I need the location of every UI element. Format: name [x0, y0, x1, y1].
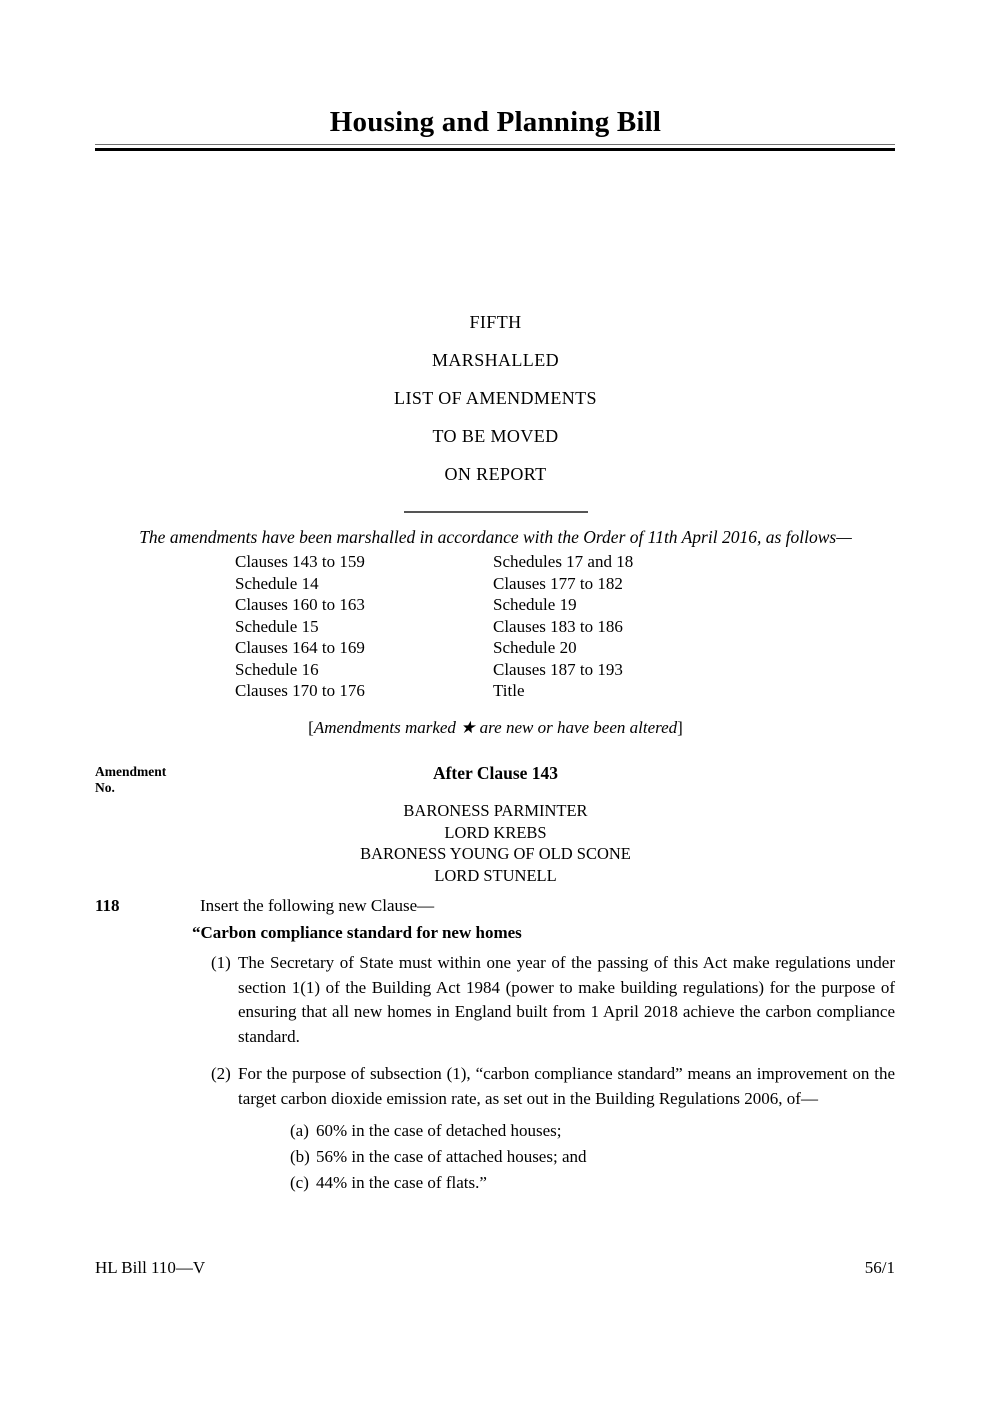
- mover-name: BARONESS PARMINTER: [403, 801, 588, 820]
- heading-line: LIST OF AMENDMENTS: [394, 388, 597, 408]
- subitem-text: 44% in the case of flats.”: [316, 1172, 487, 1192]
- star-legend-note: [0, 718, 991, 738]
- amendment-no-label-line: Amendment: [95, 764, 167, 779]
- bracket-close: ]: [677, 718, 683, 737]
- mover-name: BARONESS YOUNG OF OLD SCONE: [360, 844, 631, 863]
- subitem-b: [238, 1144, 895, 1170]
- subsection-number: (2): [211, 1064, 231, 1084]
- heading-line: MARSHALLED: [431, 350, 559, 370]
- movers-list: [0, 800, 991, 886]
- section-heading: After Clause 143: [432, 763, 559, 783]
- section-divider-rule: [404, 511, 588, 513]
- bracket-open: [: [308, 718, 314, 737]
- subitem-a: [238, 1118, 895, 1144]
- star-legend-text: Amendments marked ★ are new or have been altered: [313, 718, 678, 737]
- order-item: Clauses 160 to 163: [235, 595, 365, 614]
- new-clause-title: “Carbon compliance standard for new homes: [192, 923, 522, 942]
- heading-line: TO BE MOVED: [432, 426, 559, 446]
- subitem-c: [238, 1170, 895, 1196]
- order-item: Clauses 170 to 176: [235, 681, 365, 700]
- subitem-number: (a): [290, 1120, 309, 1140]
- order-item: Clauses 143 to 159: [235, 552, 365, 571]
- order-column-left: [235, 551, 493, 702]
- heading-line: FIFTH: [469, 312, 522, 332]
- subitem-number: (c): [290, 1172, 309, 1192]
- subsection-items: [238, 1118, 895, 1196]
- mover-name: LORD KREBS: [444, 822, 547, 842]
- subitem-text: 60% in the case of detached houses;: [316, 1120, 562, 1140]
- order-column-right: [493, 551, 733, 702]
- order-item: Schedule 15: [235, 616, 319, 636]
- marshalling-order-list: [235, 551, 733, 702]
- amendment-instruction: Insert the following new Clause—: [200, 896, 435, 915]
- title-rule: [95, 144, 895, 151]
- subsection-1: [200, 951, 895, 1049]
- subsection-number: (1): [211, 953, 231, 972]
- order-item: Clauses 164 to 169: [235, 638, 365, 657]
- amendment-no-label-line: No.: [95, 780, 115, 795]
- order-item: Clauses 187 to 193: [493, 659, 623, 679]
- order-item: Schedule 19: [493, 595, 577, 614]
- order-item: Schedule 16: [235, 659, 319, 679]
- subitem-text: 56% in the case of attached houses; and: [316, 1146, 587, 1166]
- subitem-number: (b): [290, 1146, 310, 1166]
- subsection-2: [200, 1062, 895, 1195]
- subsection-text: The Secretary of State must within one year of the passing of this Act make regulations under section 1(1) of the Building Act 1984 (power to make building regulations) for the purpose of ensuring that all new homes in England built from 1 April 2018 achieve the carbon compliance standard.: [238, 953, 895, 1046]
- subsection-text: For the purpose of subsection (1), “carbon compliance standard” means an improvement on the target carbon dioxide emission rate, as set out in the Building Regulations 2006, of—: [238, 1064, 895, 1108]
- order-item: Clauses 177 to 182: [493, 573, 623, 593]
- amendment-number: 118: [95, 896, 120, 915]
- marshalling-note: The amendments have been marshalled in accordance with the Order of 11th April 2016, as follows—: [139, 527, 852, 547]
- order-item: Title: [493, 681, 525, 700]
- order-item: Schedule 20: [493, 638, 577, 657]
- order-item: Schedule 14: [235, 573, 319, 593]
- order-item: Clauses 183 to 186: [493, 616, 623, 636]
- mover-name: LORD STUNELL: [434, 865, 557, 885]
- order-item: Schedules 17 and 18: [493, 552, 634, 571]
- page-title: Housing and Planning Bill: [329, 106, 662, 138]
- bill-reference: HL Bill 110—V: [95, 1258, 206, 1277]
- heading-block: [0, 303, 991, 493]
- page-reference: 56/1: [864, 1258, 895, 1277]
- heading-line: ON REPORT: [444, 464, 547, 484]
- clause-body: [200, 951, 895, 1196]
